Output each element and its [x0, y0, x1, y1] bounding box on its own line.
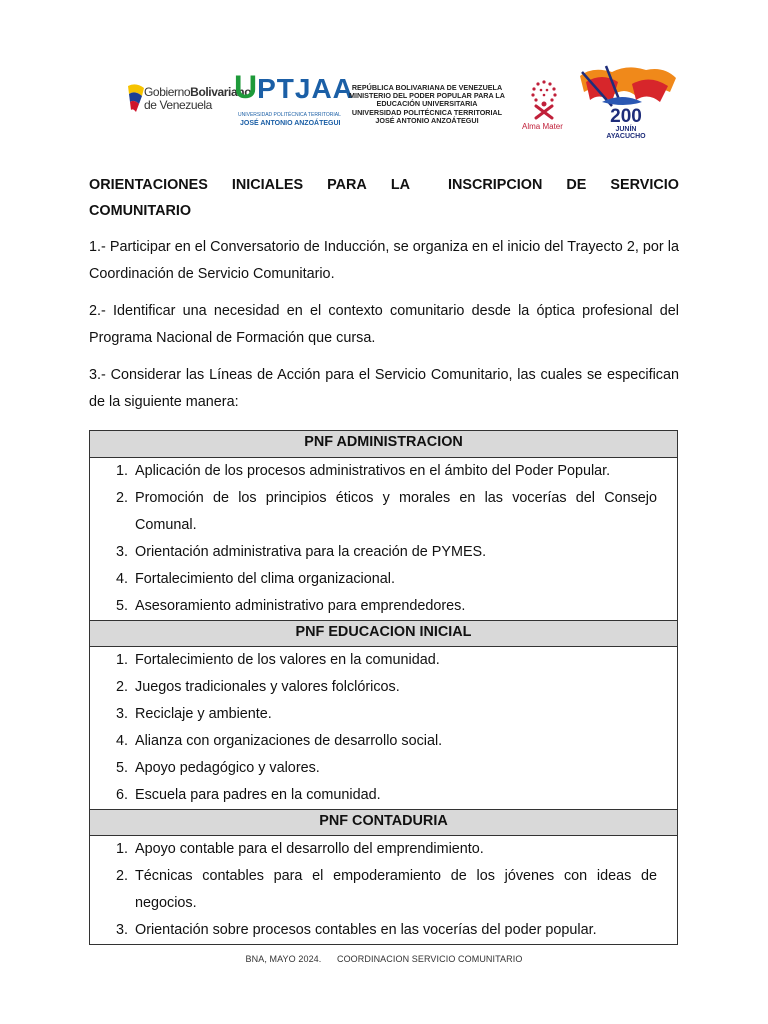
item-text: Aplicación de los procesos administrativos en el ámbito del Poder Popular. [135, 463, 611, 479]
title-word: INSCRIPCION [448, 177, 543, 193]
item-text: Asesoramiento administrativo para emprendedores. [135, 598, 466, 614]
uptjaa-logo [234, 66, 354, 134]
bicentenario-line2: AYACUCHO [606, 133, 646, 140]
item-text: Apoyo contable para el desarrollo del emprendimiento. [135, 841, 484, 857]
title-word: SERVICIO [610, 177, 679, 193]
list-item [90, 755, 677, 782]
item-text: Reciclaje y ambiente. [135, 706, 272, 722]
gobierno-bolivariano-logo [124, 76, 252, 126]
section-body-administracion [90, 458, 677, 620]
paragraph-1: 1.- Participar en el Conversatorio de Inducción, se organiza en el inicio del Trayecto 2, por la Coordinación de Servicio Comunitario. [89, 239, 679, 282]
paragraph-3: 3.- Considerar las Líneas de Acción para el Servicio Comunitario, las cuales se especifican de la siguiente manera: [89, 367, 679, 410]
list-item [90, 701, 677, 728]
item-number: 2. [115, 490, 128, 506]
item-number: 1. [115, 463, 128, 479]
item-number: 2. [115, 868, 128, 884]
uptjaa-subtitle: UNIVERSIDAD POLITÉCNICA TERRITORIAL [238, 112, 341, 118]
item-number: 5. [115, 598, 128, 614]
alma-mater-logo [516, 78, 572, 134]
title-word: PARA [327, 177, 367, 193]
item-text: Apoyo pedagógico y valores. [135, 760, 320, 776]
item-text: Orientación sobre procesos contables en las vocerías del poder popular. [135, 922, 597, 938]
header-line: EDUCACIÓN UNIVERSITARIA [376, 99, 478, 109]
page-footer [0, 954, 768, 964]
section-header-contaduria: PNF CONTADURIA [90, 809, 677, 836]
institution-header [342, 84, 512, 125]
item-number: 3. [115, 544, 128, 560]
section-body-educacion-inicial [90, 647, 677, 809]
alma-mater-label: Alma Mater [522, 122, 563, 131]
section-body-contaduria [90, 836, 677, 944]
title-line-2: COMUNITARIO [89, 203, 192, 219]
title-word: DE [566, 177, 587, 193]
item-number: 2. [115, 679, 128, 695]
list-item [90, 593, 677, 620]
gobierno-text: GobiernoBolivariano de Venezuela [144, 85, 252, 112]
item-text: Promoción de los principios éticos y morales en las vocerías del Consejo Comunal. [135, 490, 657, 533]
bicentenario-line1: JUNÍN [615, 126, 637, 133]
title-line-1 [89, 172, 679, 198]
list-item [90, 485, 677, 539]
list-item [90, 566, 677, 593]
item-number: 3. [115, 706, 128, 722]
item-number: 4. [115, 733, 128, 749]
bicentenario-logo [572, 62, 680, 140]
list-item [90, 458, 677, 485]
footer-text: BNA, MAYO 2024. COORDINACION SERVICIO COMUNITARIO [245, 954, 523, 964]
section-header-administracion: PNF ADMINISTRACION [90, 431, 677, 458]
header-line: REPÚBLICA BOLIVARIANA DE VENEZUELA [351, 83, 503, 92]
item-number: 1. [115, 841, 128, 857]
uptjaa-wordmark: UPTJAA [234, 69, 354, 105]
item-number: 3. [115, 922, 128, 938]
list-item [90, 539, 677, 566]
logo-header [124, 62, 680, 140]
list-item [90, 647, 677, 674]
section-header-educacion-inicial: PNF EDUCACION INICIAL [90, 620, 677, 647]
bicentenario-emblem-icon [572, 62, 680, 140]
header-line: UNIVERSIDAD POLITÉCNICA TERRITORIAL [351, 107, 503, 117]
paragraph-2: 2.- Identificar una necesidad en el contexto comunitario desde la óptica profesional del Programa Nacional de Formación que cursa. [89, 303, 679, 346]
action-lines-table [89, 430, 678, 945]
bicentenario-number: 200 [610, 106, 642, 127]
item-text: Fortalecimiento del clima organizacional. [135, 571, 395, 587]
item-number: 5. [115, 760, 128, 776]
list-item [90, 782, 677, 809]
item-text: Fortalecimiento de los valores en la comunidad. [135, 652, 440, 668]
list-item [90, 863, 677, 917]
item-number: 1. [115, 652, 128, 668]
item-text: Técnicas contables para el empoderamiento de los jóvenes con ideas de negocios. [135, 868, 657, 911]
alma-mater-icon [516, 78, 572, 122]
list-item [90, 917, 677, 944]
document-title [89, 172, 679, 224]
item-text: Orientación administrativa para la creación de PYMES. [135, 544, 487, 560]
title-word: LA [390, 177, 410, 193]
title-word: ORIENTACIONES [89, 177, 208, 193]
title-word: INICIALES [231, 177, 304, 193]
item-number: 4. [115, 571, 128, 587]
header-line: JOSÉ ANTONIO ANZOÁTEGUI [375, 115, 479, 125]
uptjaa-subtitle-name: JOSÉ ANTONIO ANZOÁTEGUI [240, 120, 341, 127]
list-item [90, 836, 677, 863]
item-number: 6. [115, 787, 128, 803]
list-item [90, 728, 677, 755]
item-text: Escuela para padres en la comunidad. [135, 787, 381, 803]
header-line: MINISTERIO DEL PODER POPULAR PARA LA [348, 91, 505, 101]
list-item [90, 674, 677, 701]
item-text: Alianza con organizaciones de desarrollo social. [135, 733, 443, 749]
venezuela-flag-icon [126, 82, 146, 116]
item-text: Juegos tradicionales y valores folclóricos. [135, 679, 400, 695]
